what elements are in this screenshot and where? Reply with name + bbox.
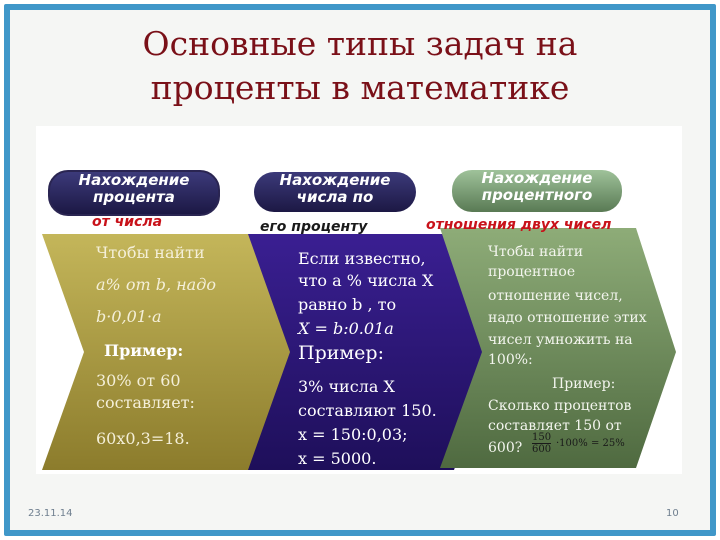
- col2-line: х = 5000.: [298, 449, 377, 468]
- col2-line: Если известно,: [298, 249, 426, 268]
- col3-line: процентное: [488, 264, 576, 280]
- col2-line: составляют 150.: [298, 401, 437, 420]
- column-3-header-line2: процентного: [481, 186, 593, 204]
- column-1-header-line1: Нахождение: [78, 171, 190, 189]
- col1-line: 30% от 60: [96, 371, 181, 390]
- col1-example-label: Пример:: [104, 341, 184, 360]
- fraction: [532, 432, 551, 455]
- title-line-1: Основные типы задач на: [142, 24, 578, 63]
- slide-number: 10: [666, 508, 679, 519]
- col2-line: равно b , то: [298, 295, 397, 314]
- col2-line: Х = b:0.01a: [298, 319, 394, 338]
- col2-line: что а % числа Х: [298, 271, 434, 290]
- col3-line: составляет 150 от: [488, 418, 622, 434]
- formula-tail: ·100% = 25%: [556, 438, 625, 449]
- col3-line: отношение чисел,: [488, 288, 623, 304]
- col1-line: составляет:: [96, 393, 195, 412]
- col1-line: 60х0,3=18.: [96, 429, 190, 448]
- col3-example-label: Пример:: [552, 376, 616, 392]
- slide-date: 23.11.14: [28, 508, 73, 519]
- column-1-header: [48, 170, 220, 216]
- slide-title: [90, 22, 630, 110]
- col1-line: b·0,01·a: [96, 307, 162, 326]
- col3-line: надо отношение этих: [488, 310, 647, 326]
- column-2-subheader: его проценту: [260, 219, 368, 235]
- col1-line: Чтобы найти: [96, 243, 205, 262]
- column-3-subheader: отношения двух чисел: [426, 217, 612, 233]
- column-3-header-line1: Нахождение: [481, 169, 593, 187]
- col3-line: 100%:: [488, 352, 533, 368]
- column-2-header-line2: числа по: [296, 188, 374, 206]
- col2-example-label: Пример:: [298, 342, 384, 364]
- col3-line: Чтобы найти: [488, 244, 584, 260]
- fraction-denominator: 600: [532, 444, 552, 455]
- fraction-numerator: 150: [532, 432, 552, 443]
- col3-line: чисел умножить на: [488, 332, 633, 348]
- column-1-subheader: от числа: [92, 214, 163, 230]
- column-3-header: [452, 170, 622, 212]
- col2-line: х = 150:0,03;: [298, 425, 408, 444]
- col2-line: 3% числа Х: [298, 377, 395, 396]
- title-line-2: проценты в математике: [150, 68, 570, 107]
- col3-line: 600?: [488, 440, 523, 456]
- col1-line: а% от b, надо: [96, 275, 216, 294]
- column-2-header: [254, 172, 416, 212]
- column-2-header-line1: Нахождение: [279, 171, 391, 189]
- col3-line: Сколько процентов: [488, 398, 632, 414]
- column-1-header-line2: процента: [93, 188, 175, 206]
